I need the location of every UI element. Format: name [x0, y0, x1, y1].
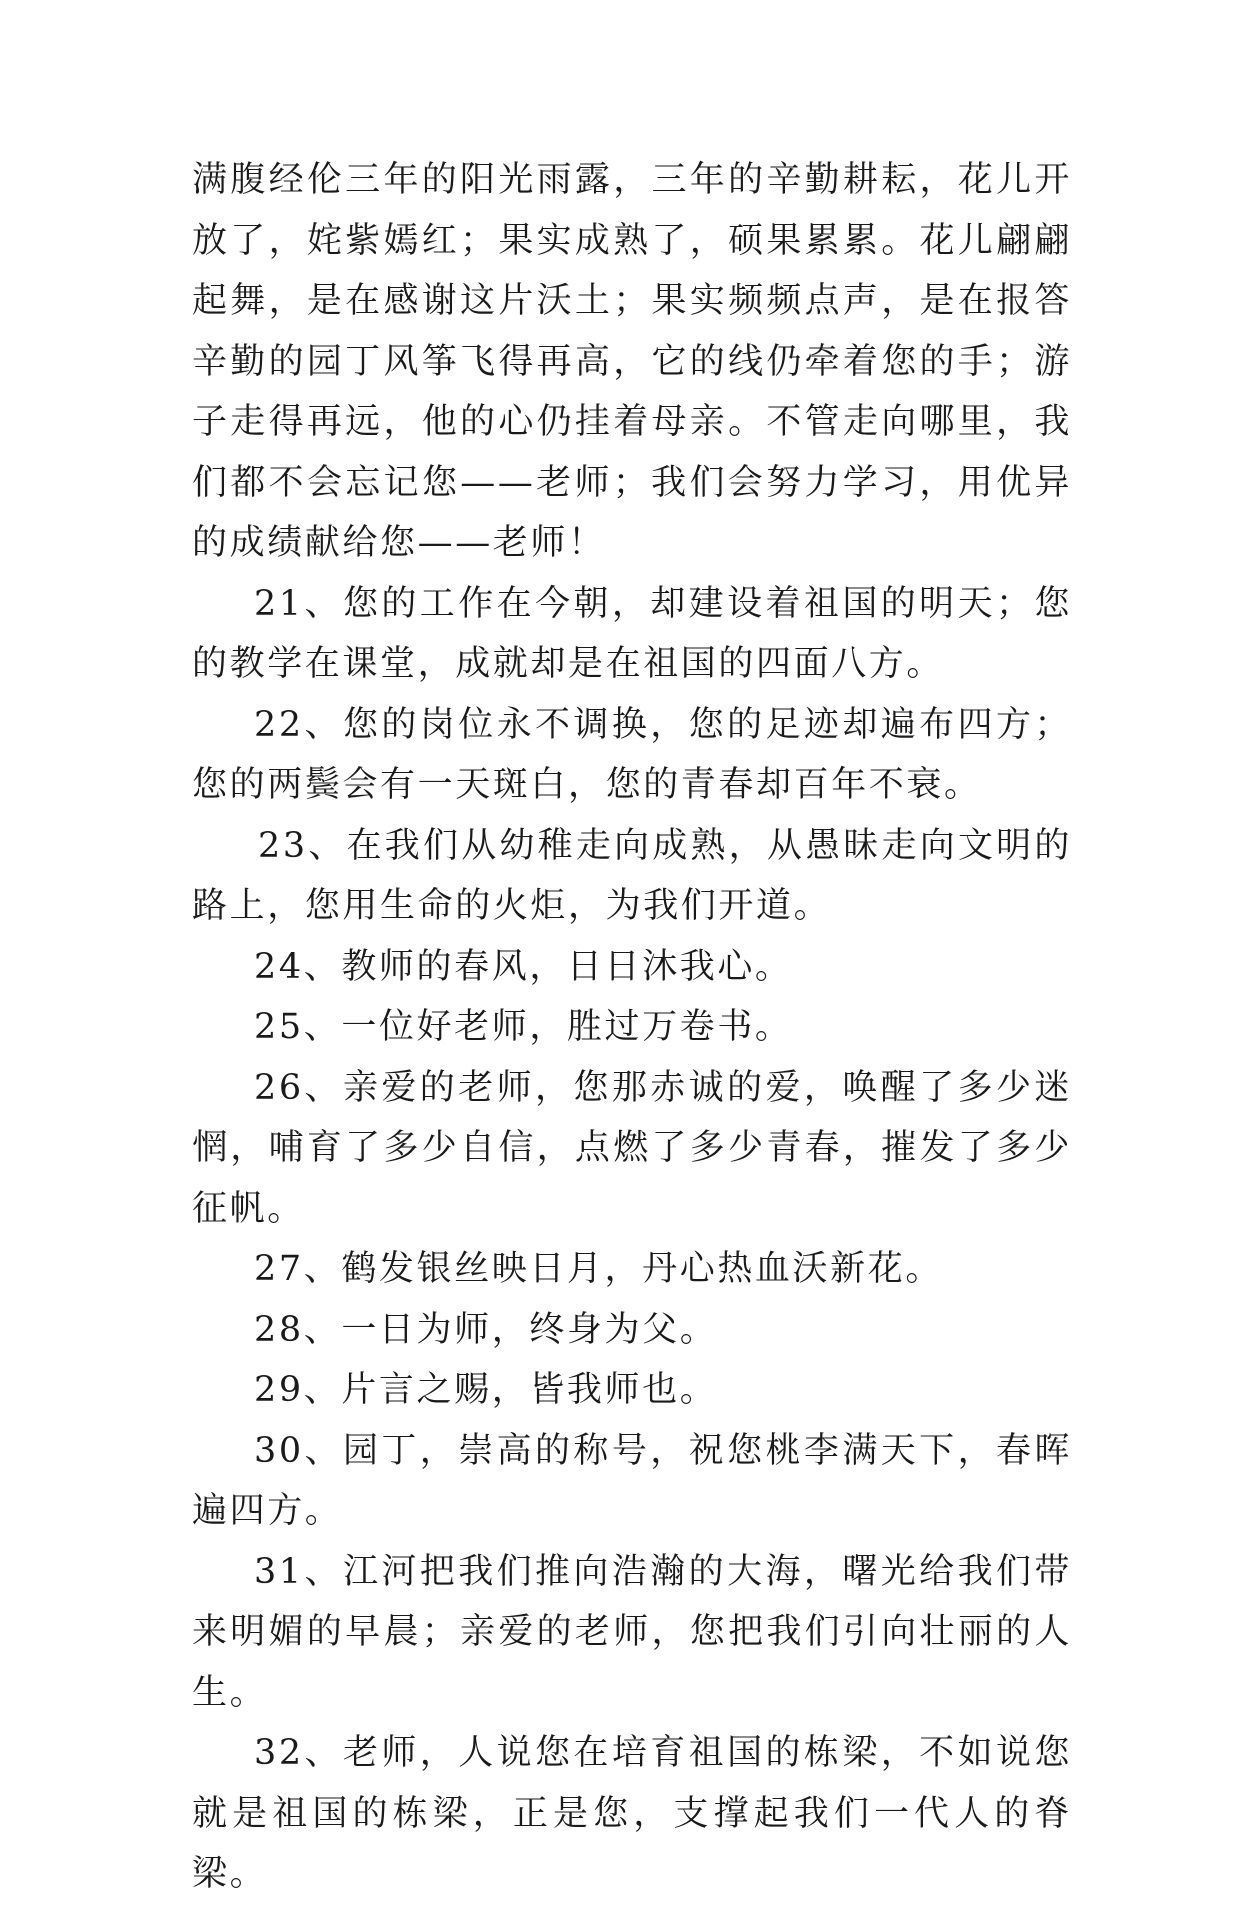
paragraph-26: 26、亲爱的老师，您那赤诚的爱，唤醒了多少迷惘，哺育了多少自信，点燃了多少青春，摧发了多少征帆。	[192, 1067, 1072, 1229]
paragraph-29: 29、片言之赐，皆我师也。	[254, 1370, 718, 1410]
paragraph-23: 23、在我们从幼稚走向成熟，从愚昧走向文明的路上，您用生命的火炬，为我们开道。	[192, 825, 1072, 926]
paragraph-32: 32、老师，人说您在培育祖国的栋梁，不如说您就是祖国的栋梁，正是您，支撑起我们一代人的脊梁。	[192, 1733, 1072, 1894]
paragraph-21: 21、您的工作在今朝，却建设着祖国的明天；您的教学在课堂，成就却是在祖国的四面八方。	[192, 583, 1072, 684]
paragraph-27: 27、鹤发银丝映日月，丹心热血沃新花。	[254, 1249, 943, 1289]
paragraph-31: 31、江河把我们推向浩瀚的大海，曙光给我们带来明媚的早晨；亲爱的老师，您把我们引向壮丽的人生。	[192, 1551, 1072, 1713]
paragraph-25: 25、一位好老师，胜过万卷书。	[254, 1007, 793, 1047]
paragraph-30: 30、园丁，崇高的称号，祝您桃李满天下，春晖遍四方。	[192, 1430, 1072, 1531]
paragraph-22: 22、您的岗位永不调换，您的足迹却遍布四方；您的两鬓会有一天斑白，您的青春却百年不衰。	[192, 704, 1072, 805]
paragraph-intro: 满腹经伦三年的阳光雨露，三年的辛勤耕耘，花儿开放了，姹紫嫣红；果实成熟了，硕果累累。花儿翩翩起舞，是在感谢这片沃土；果实频频点声，是在报答辛勤的园丁风筝飞得再高，它的线仍牵着您的手；游子走得再远，他的心仍挂着母亲。不管走向哪里，我们都不会忘记您——老师；我们会努力学习，用优异的成绩献给您——老师！	[192, 160, 1072, 563]
paragraph-24: 24、教师的春风，日日沐我心。	[254, 946, 793, 987]
document-body	[192, 150, 1072, 1905]
paragraph-28: 28、一日为师，终身为父。	[254, 1309, 718, 1350]
